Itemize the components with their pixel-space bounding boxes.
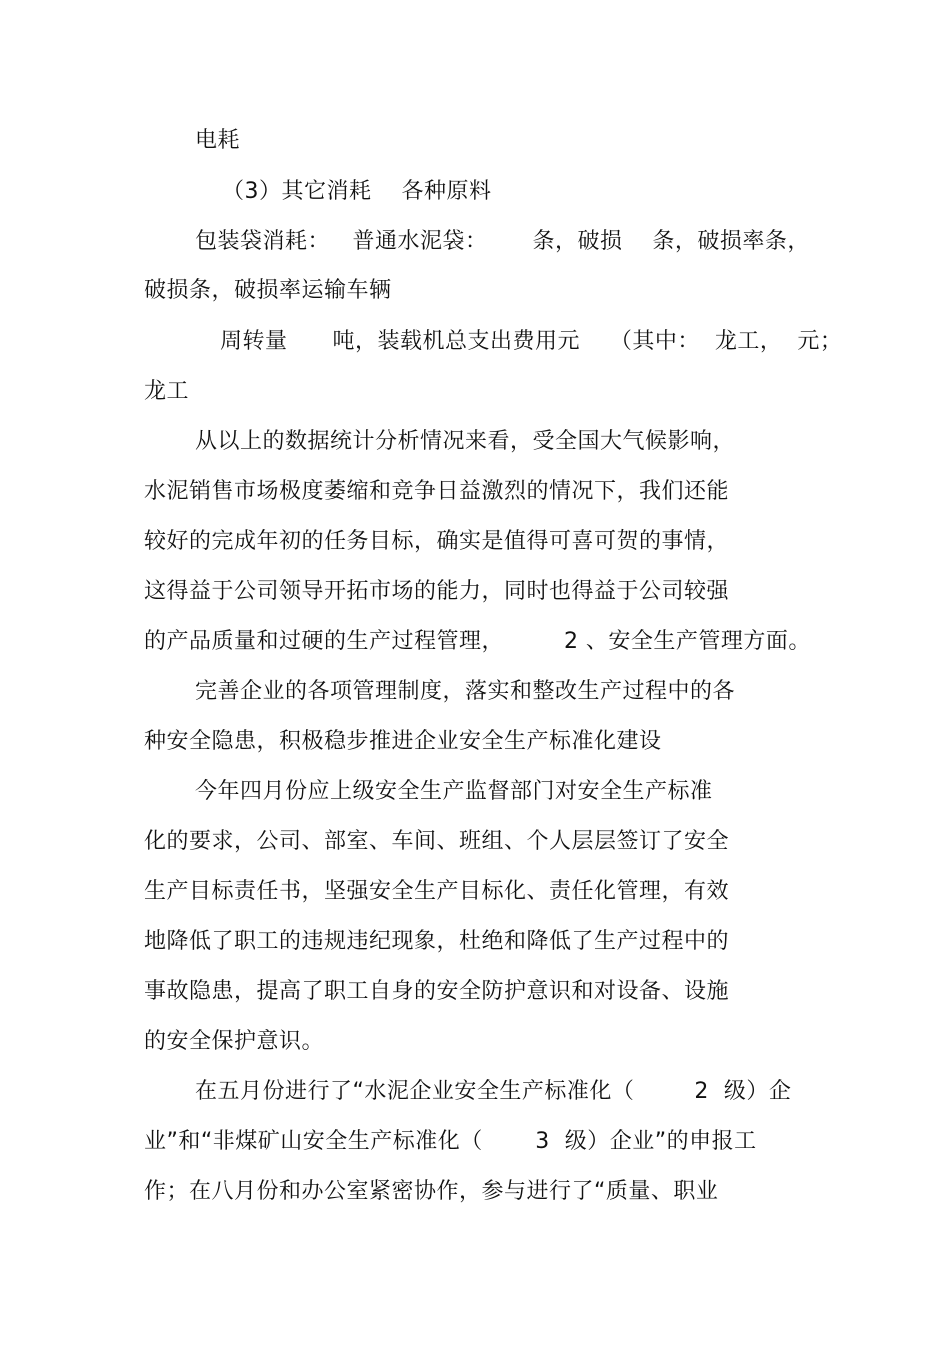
text-line-9: 较好的完成年初的任务目标，确实是值得可喜可贺的事情， [144, 529, 730, 554]
text-line-21: 业”和“非煤矿山安全生产标准化（ 3 级）企业”的申报工 [144, 1129, 757, 1154]
text-line-22: 作；在八月份和办公室紧密协作，参与进行了“质量、职业 [144, 1179, 719, 1204]
text-line-17: 地降低了职工的违规违纪现象，杜绝和降低了生产过程中的 [144, 929, 730, 954]
text-line-19: 的安全保护意识。 [144, 1029, 325, 1054]
text-line-15: 化的要求，公司、部室、车间、班组、个人层层签订了安全 [144, 829, 730, 854]
text-line-8: 水泥销售市场极度萎缩和竞争日益激烈的情况下，我们还能 [144, 479, 730, 504]
text-line-13: 种安全隐患，积极稳步推进企业安全生产标准化建设 [144, 729, 662, 754]
text-line-18: 事故隐患，提高了职工自身的安全防护意识和对设备、设施 [144, 979, 730, 1004]
text-line-10: 这得益于公司领导开拓市场的能力，同时也得益于公司较强 [144, 579, 730, 604]
text-line-6: 龙工 [144, 379, 190, 404]
text-line-4: 破损条，破损率运输车辆 [144, 278, 392, 303]
text-line-12: 完善企业的各项管理制度，落实和整改生产过程中的各 [195, 679, 736, 704]
text-line-14: 今年四月份应上级安全生产监督部门对安全生产标准 [195, 779, 713, 804]
text-line-5: 周转量 吨，装载机总支出费用元 （其中： 龙工， 元； [220, 329, 843, 354]
text-line-7: 从以上的数据统计分析情况来看，受全国大气候影响， [195, 429, 736, 454]
text-line-16: 生产目标责任书，坚强安全生产目标化、责任化管理，有效 [144, 879, 730, 904]
text-line-3: 包装袋消耗： 普通水泥袋： 条，破损 条，破损率条， [195, 229, 810, 254]
text-line-11: 的产品质量和过硬的生产过程管理， 2 、安全生产管理方面。 [144, 629, 811, 654]
text-line-20: 在五月份进行了“水泥企业安全生产标准化（ 2 级）企 [195, 1079, 792, 1104]
text-line-1: 电耗 [195, 128, 241, 153]
text-line-2: （3）其它消耗 各种原料 [222, 179, 492, 204]
